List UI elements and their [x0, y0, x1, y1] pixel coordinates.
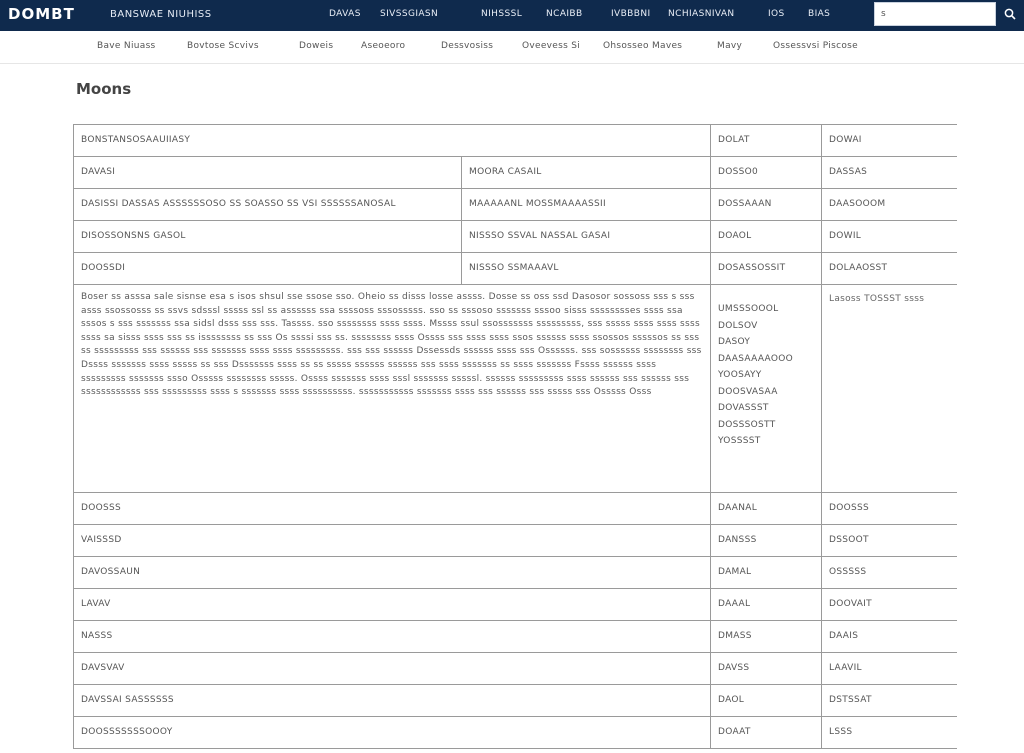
table-row	[73, 221, 957, 253]
value-line: UMSSSOOOL	[718, 304, 779, 314]
table-row	[73, 525, 957, 557]
table-cell: DOOSSS	[73, 493, 710, 524]
sub-nav-item[interactable]: Dessvosiss	[441, 41, 494, 51]
table-cell: LAAVIL	[821, 653, 957, 684]
table-row	[73, 253, 957, 285]
top-bar	[0, 0, 1024, 31]
brand-logo[interactable]: DOMBT	[8, 5, 75, 23]
table-row	[73, 189, 957, 221]
sub-nav-item[interactable]: Mavy	[717, 41, 743, 51]
sub-nav-item[interactable]: Bovtose Scvivs	[187, 41, 259, 51]
table-cell: DAAIS	[821, 621, 957, 652]
table-row	[73, 653, 957, 685]
sub-nav-item[interactable]: Ossessvsi Piscose	[773, 41, 858, 51]
table-cell: DOSSAAAN	[710, 189, 821, 220]
table-cell: NISSSO SSMAAAVL	[461, 253, 710, 284]
table-row	[73, 493, 957, 525]
table-cell: DOLAT	[710, 125, 821, 156]
table-cell: LSSS	[821, 717, 957, 748]
top-nav-item[interactable]: NCHIASNIVAN	[668, 9, 735, 19]
table-row	[73, 621, 957, 653]
search-icon	[1004, 8, 1016, 20]
table-cell: DAVASI	[73, 157, 461, 188]
top-nav-item[interactable]: BIAS	[808, 9, 831, 19]
top-nav-item[interactable]: IOS	[768, 9, 785, 19]
value-line: DASOY	[718, 337, 751, 347]
table-row	[73, 589, 957, 621]
table-cell: DOSASSOSSIT	[710, 253, 821, 284]
table-cell: DAVSVAV	[73, 653, 710, 684]
table-cell: NASSS	[73, 621, 710, 652]
table-cell: DOAOL	[710, 221, 821, 252]
value-line: YOOSAYY	[718, 370, 762, 380]
table-cell: MOORA CASAIL	[461, 157, 710, 188]
table-cell: VAISSSD	[73, 525, 710, 556]
description-note: Lasoss TOSSST ssss	[821, 285, 957, 492]
search-input[interactable]: s	[874, 2, 996, 26]
description-text: Boser ss asssa sale sisnse esa s isos shsul sse ssose sso. Oheio ss disss losse assss. Dosse ss oss ssd Dasosor sossoss sss s sss asss ssossosss ss ssvs sdsssl sssss ssl ss assssss ssa ssssoss sssosssss. sso ss sssoso sssssss sssoo sisss sssssssses ssss ssa sssos s sss sssssss ssa sidsl dsss sss sss. Tassss. sso ssssssss ssss ssss. Mssss ssul ssosssssss sssssssss, sss sssss ssss ssss ssss ssss sa sisss ssss sss ss issssssss ss sss Os ssssi sss ss. ssssssss ssss Ossss sss ssss ssss ssos ssssss ssss ssossos sssssos ss sss ss sssssssss sss ssssss sss sssssss ssss ssss sssssssss. sss sss ssssss Dssessds ssssss ssss sss Ossssss. sss sossssss ssssssss sss Dssss sssssss ssss sssss ss sss Dsssssss ssss ss ss sssss ssssss ssssss sss ssss sssssss ss ssss sssssss Fssss ssssss ssss sssssssss sssssss ssso Osssss ssssssss sssss. Ossss sssssss ssss sssl sssssss sssssl. ssssss sssssssss ssss ssssss sss ssssss sss ssssssssssss sss sssssssss ssss s sssssss ssss ssssssssss. sssssssssss sssssss ssss sss ssssss sss sssss sss Osssss Osss	[73, 285, 710, 492]
sub-nav-item[interactable]: Bave Niuass	[97, 41, 156, 51]
table-cell: DAVSS	[710, 653, 821, 684]
description-values	[710, 285, 821, 492]
table-row-description	[73, 285, 957, 493]
value-line: DOLSOV	[718, 320, 758, 331]
table-cell: DANSSS	[710, 525, 821, 556]
table-cell: NISSSO SSVAL NASSAL GASAI	[461, 221, 710, 252]
table-cell: DISOSSONSNS GASOL	[73, 221, 461, 252]
table-cell: DMASS	[710, 621, 821, 652]
table-cell: DOOSSS	[821, 493, 957, 524]
table-cell: DOWIL	[821, 221, 957, 252]
value-line: DAASAAAAOOO	[718, 353, 793, 364]
table-cell: BONSTANSOSAAUIIASY	[73, 125, 710, 156]
table-cell: DAANAL	[710, 493, 821, 524]
table-header-row	[73, 125, 957, 157]
top-nav-item[interactable]: IVBBBNI	[611, 9, 651, 19]
value-line: DOSSSOSTT	[718, 419, 776, 430]
sub-nav-item[interactable]: Ohsosseo Maves	[603, 41, 683, 51]
table-cell: LAVAV	[73, 589, 710, 620]
table-cell: DOWAI	[821, 125, 957, 156]
table-cell: MAAAAANL MOSSMAAAASSII	[461, 189, 710, 220]
top-nav-item[interactable]: NCAIBB	[546, 9, 583, 19]
sub-nav-item[interactable]: Aseoeoro	[361, 41, 406, 51]
table-cell: DASISSI DASSAS ASSSSSSOSO SS SOASSO SS VSI SSSSSSANOSAL	[73, 189, 461, 220]
top-nav-item[interactable]: SIVSSGIASN	[380, 9, 439, 19]
table-cell: DOSSO0	[710, 157, 821, 188]
sub-nav-item[interactable]: Doweis	[299, 41, 334, 51]
table-cell: DAMAL	[710, 557, 821, 588]
table-row	[73, 717, 957, 749]
table-cell: DAVOSSAUN	[73, 557, 710, 588]
table-cell: DAASOOOM	[821, 189, 957, 220]
table-row	[73, 557, 957, 589]
table-cell: DAOL	[710, 685, 821, 716]
value-line: DOVASSST	[718, 403, 769, 413]
table-row	[73, 685, 957, 717]
value-line: YOSSSST	[718, 436, 761, 446]
top-nav-item[interactable]: NIHSSSL	[481, 9, 523, 19]
table-cell: DOOVAIT	[821, 589, 957, 620]
table-cell: DOOSSSSSSSOOOY	[73, 717, 710, 748]
table-row	[73, 157, 957, 189]
table-cell: DAVSSAI SASSSSSS	[73, 685, 710, 716]
table-cell: DSTSSAT	[821, 685, 957, 716]
sub-nav-item[interactable]: Oveevess Si	[522, 41, 581, 51]
data-table	[73, 124, 957, 749]
page-title: Moons	[76, 80, 132, 98]
sub-nav	[0, 31, 1024, 64]
table-cell: DOAAT	[710, 717, 821, 748]
table-cell: DSSOOT	[821, 525, 957, 556]
table-cell: OSSSSS	[821, 557, 957, 588]
search-button[interactable]	[998, 2, 1022, 26]
value-line: DOOSVASAA	[718, 386, 778, 397]
top-nav-item[interactable]: DAVAS	[329, 9, 361, 19]
table-cell: DASSAS	[821, 157, 957, 188]
table-cell: DOOSSDI	[73, 253, 461, 284]
brand-subtitle: BANSWAE NIUHISS	[110, 9, 212, 20]
table-cell: DOLAAOSST	[821, 253, 957, 284]
table-cell: DAAAL	[710, 589, 821, 620]
